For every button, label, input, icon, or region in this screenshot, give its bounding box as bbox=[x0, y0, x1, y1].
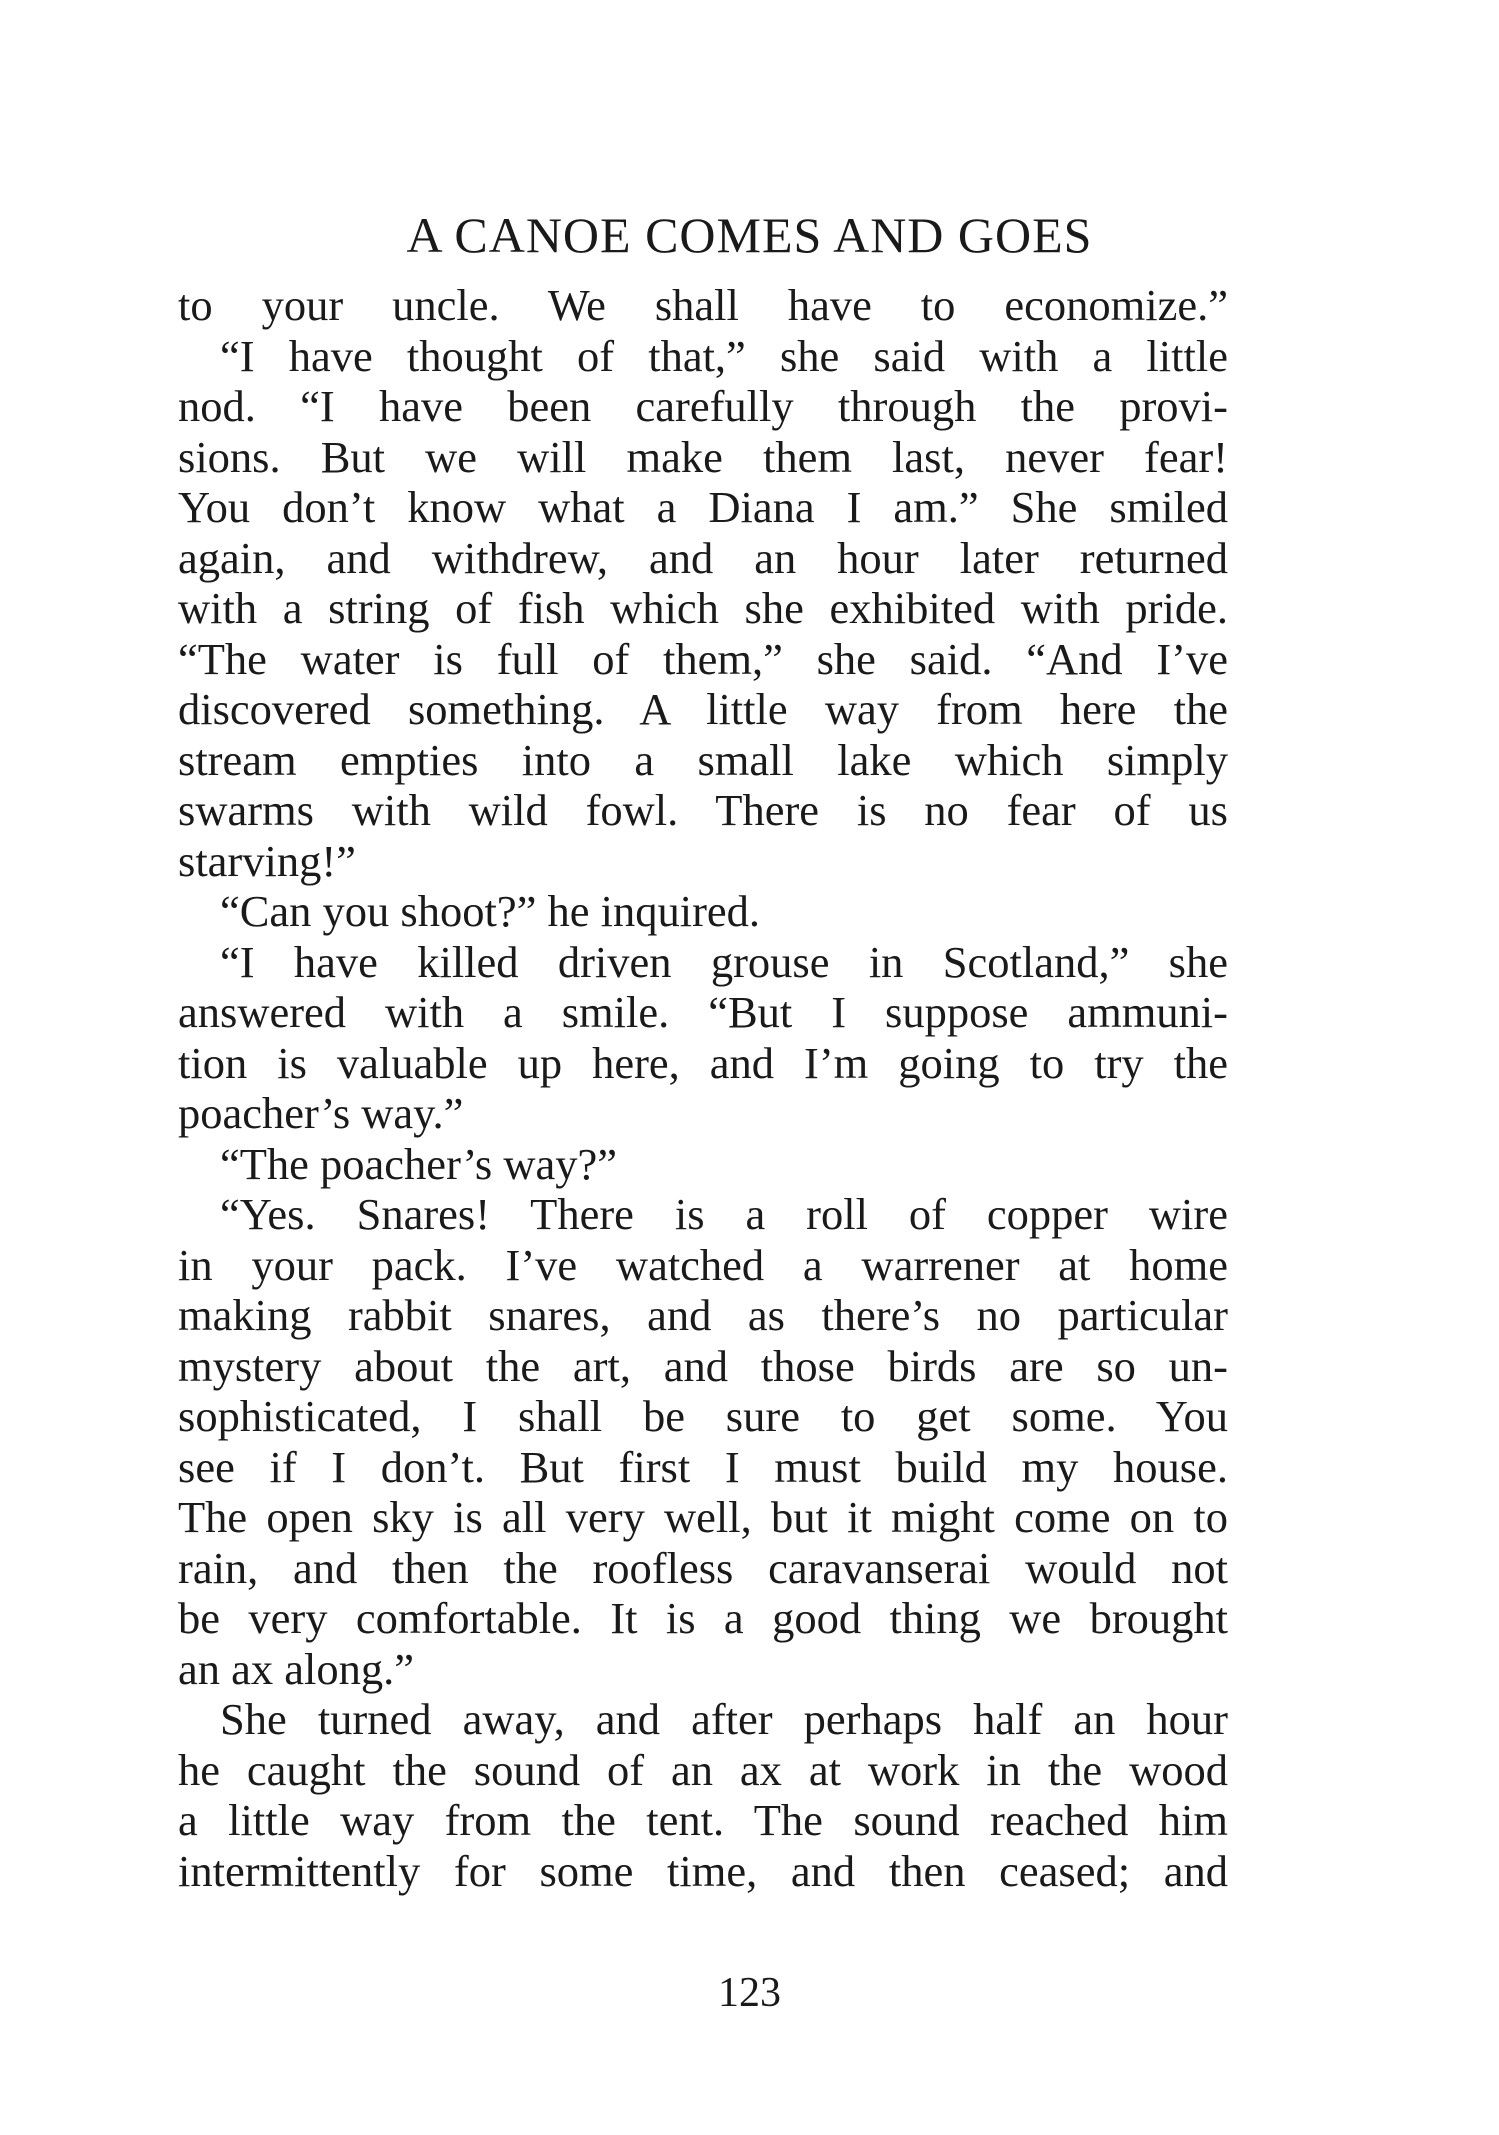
text-line: mystery about the art, and those birds are so un- bbox=[178, 1340, 1228, 1391]
text-line: “The poacher’s way?” bbox=[220, 1138, 617, 1189]
text-line: sophisticated, I shall be sure to get some. You bbox=[178, 1391, 1228, 1441]
text-line: to your uncle. We shall have to economize.” bbox=[178, 280, 1228, 330]
text-line: “I have killed driven grouse in Scotland,” she bbox=[220, 936, 1228, 987]
text-line: nod. “I have been carefully through the provi- bbox=[178, 381, 1228, 431]
running-head: A CANOE COMES AND GOES bbox=[406, 207, 1093, 263]
text-line: “Yes. Snares! There is a roll of copper wire bbox=[220, 1189, 1228, 1239]
body-text bbox=[178, 280, 1228, 1896]
text-line: “I have thought of that,” she said with a little bbox=[220, 330, 1228, 381]
text-line: intermittently for some time, and then ceased; and bbox=[178, 1845, 1228, 1896]
text-line: an ax along.” bbox=[178, 1643, 414, 1694]
text-line: see if I don’t. But first I must build my house. bbox=[178, 1441, 1228, 1492]
text-line: You don’t know what a Diana I am.” She smiled bbox=[178, 482, 1228, 532]
text-line: again, and withdrew, and an hour later returned bbox=[178, 532, 1228, 583]
text-line: rain, and then the roofless caravanserai would not bbox=[178, 1542, 1228, 1593]
text-line: swarms with wild fowl. There is no fear of us bbox=[178, 785, 1228, 835]
text-line: stream empties into a small lake which simply bbox=[178, 734, 1228, 785]
text-line: be very comfortable. It is a good thing we brought bbox=[178, 1593, 1228, 1643]
text-line: starving!” bbox=[178, 835, 356, 886]
text-line: making rabbit snares, and as there’s no particular bbox=[178, 1290, 1228, 1340]
text-line: The open sky is all very well, but it might come on to bbox=[178, 1492, 1228, 1542]
text-line: sions. But we will make them last, never fear! bbox=[178, 431, 1228, 482]
text-line: “The water is full of them,” she said. “And I’ve bbox=[178, 633, 1228, 684]
text-line: he caught the sound of an ax at work in the wood bbox=[178, 1744, 1228, 1795]
text-line: in your pack. I’ve watched a warrener at home bbox=[178, 1239, 1228, 1290]
text-line: discovered something. A little way from here the bbox=[178, 684, 1228, 734]
text-line: with a string of fish which she exhibited with pride. bbox=[178, 583, 1228, 633]
text-line: She turned away, and after perhaps half an hour bbox=[220, 1694, 1228, 1744]
text-line: answered with a smile. “But I suppose ammuni- bbox=[178, 987, 1228, 1037]
text-line: poacher’s way.” bbox=[178, 1088, 464, 1138]
text-line: “Can you shoot?” he inquired. bbox=[220, 886, 761, 936]
text-line: tion is valuable up here, and I’m going to try the bbox=[178, 1037, 1228, 1088]
text-line: a little way from the tent. The sound reached him bbox=[178, 1795, 1228, 1845]
page-number: 123 bbox=[718, 1970, 781, 2016]
